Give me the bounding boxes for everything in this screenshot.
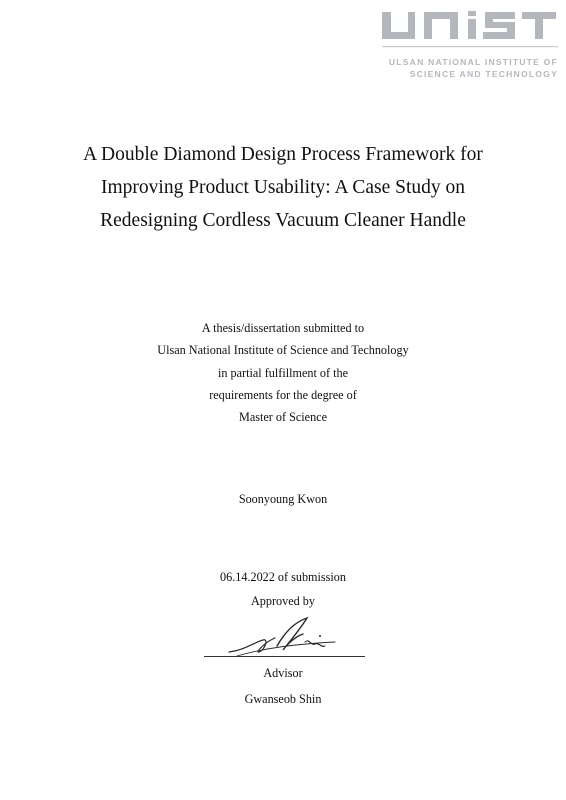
submission-line: Ulsan National Institute of Science and Technology	[157, 343, 409, 358]
author-name: Soonyoung Kwon	[238, 492, 328, 506]
thesis-title	[0, 138, 566, 237]
submission-line: Master of Science	[239, 410, 327, 425]
submission-line: A thesis/dissertation submitted to	[201, 321, 365, 335]
advisor-signature	[225, 612, 345, 660]
submission-date: 06.14.2022 of submission	[220, 570, 346, 584]
unist-wordmark-logo	[380, 8, 558, 52]
logo-subtitle-line2: SCIENCE AND TECHNOLOGY	[409, 69, 558, 79]
approved-by: Approved by	[251, 594, 315, 608]
submission-statement	[0, 317, 566, 428]
advisor-name: Gwanseob Shin	[244, 692, 322, 706]
title-line: Improving Product Usability: A Case Study on	[101, 177, 465, 198]
title-line: Redesigning Cordless Vacuum Cleaner Handle	[100, 210, 466, 231]
logo-subtitle-line1: ULSAN NATIONAL INSTITUTE OF	[388, 57, 558, 67]
title-line: A Double Diamond Design Process Framework for	[83, 144, 483, 165]
submission-line: in partial fulfillment of the	[218, 365, 348, 380]
unist-logo	[380, 8, 558, 88]
advisor-label: Advisor	[263, 666, 303, 680]
signature-line	[204, 656, 365, 657]
submission-line: requirements for the degree of	[209, 387, 357, 402]
